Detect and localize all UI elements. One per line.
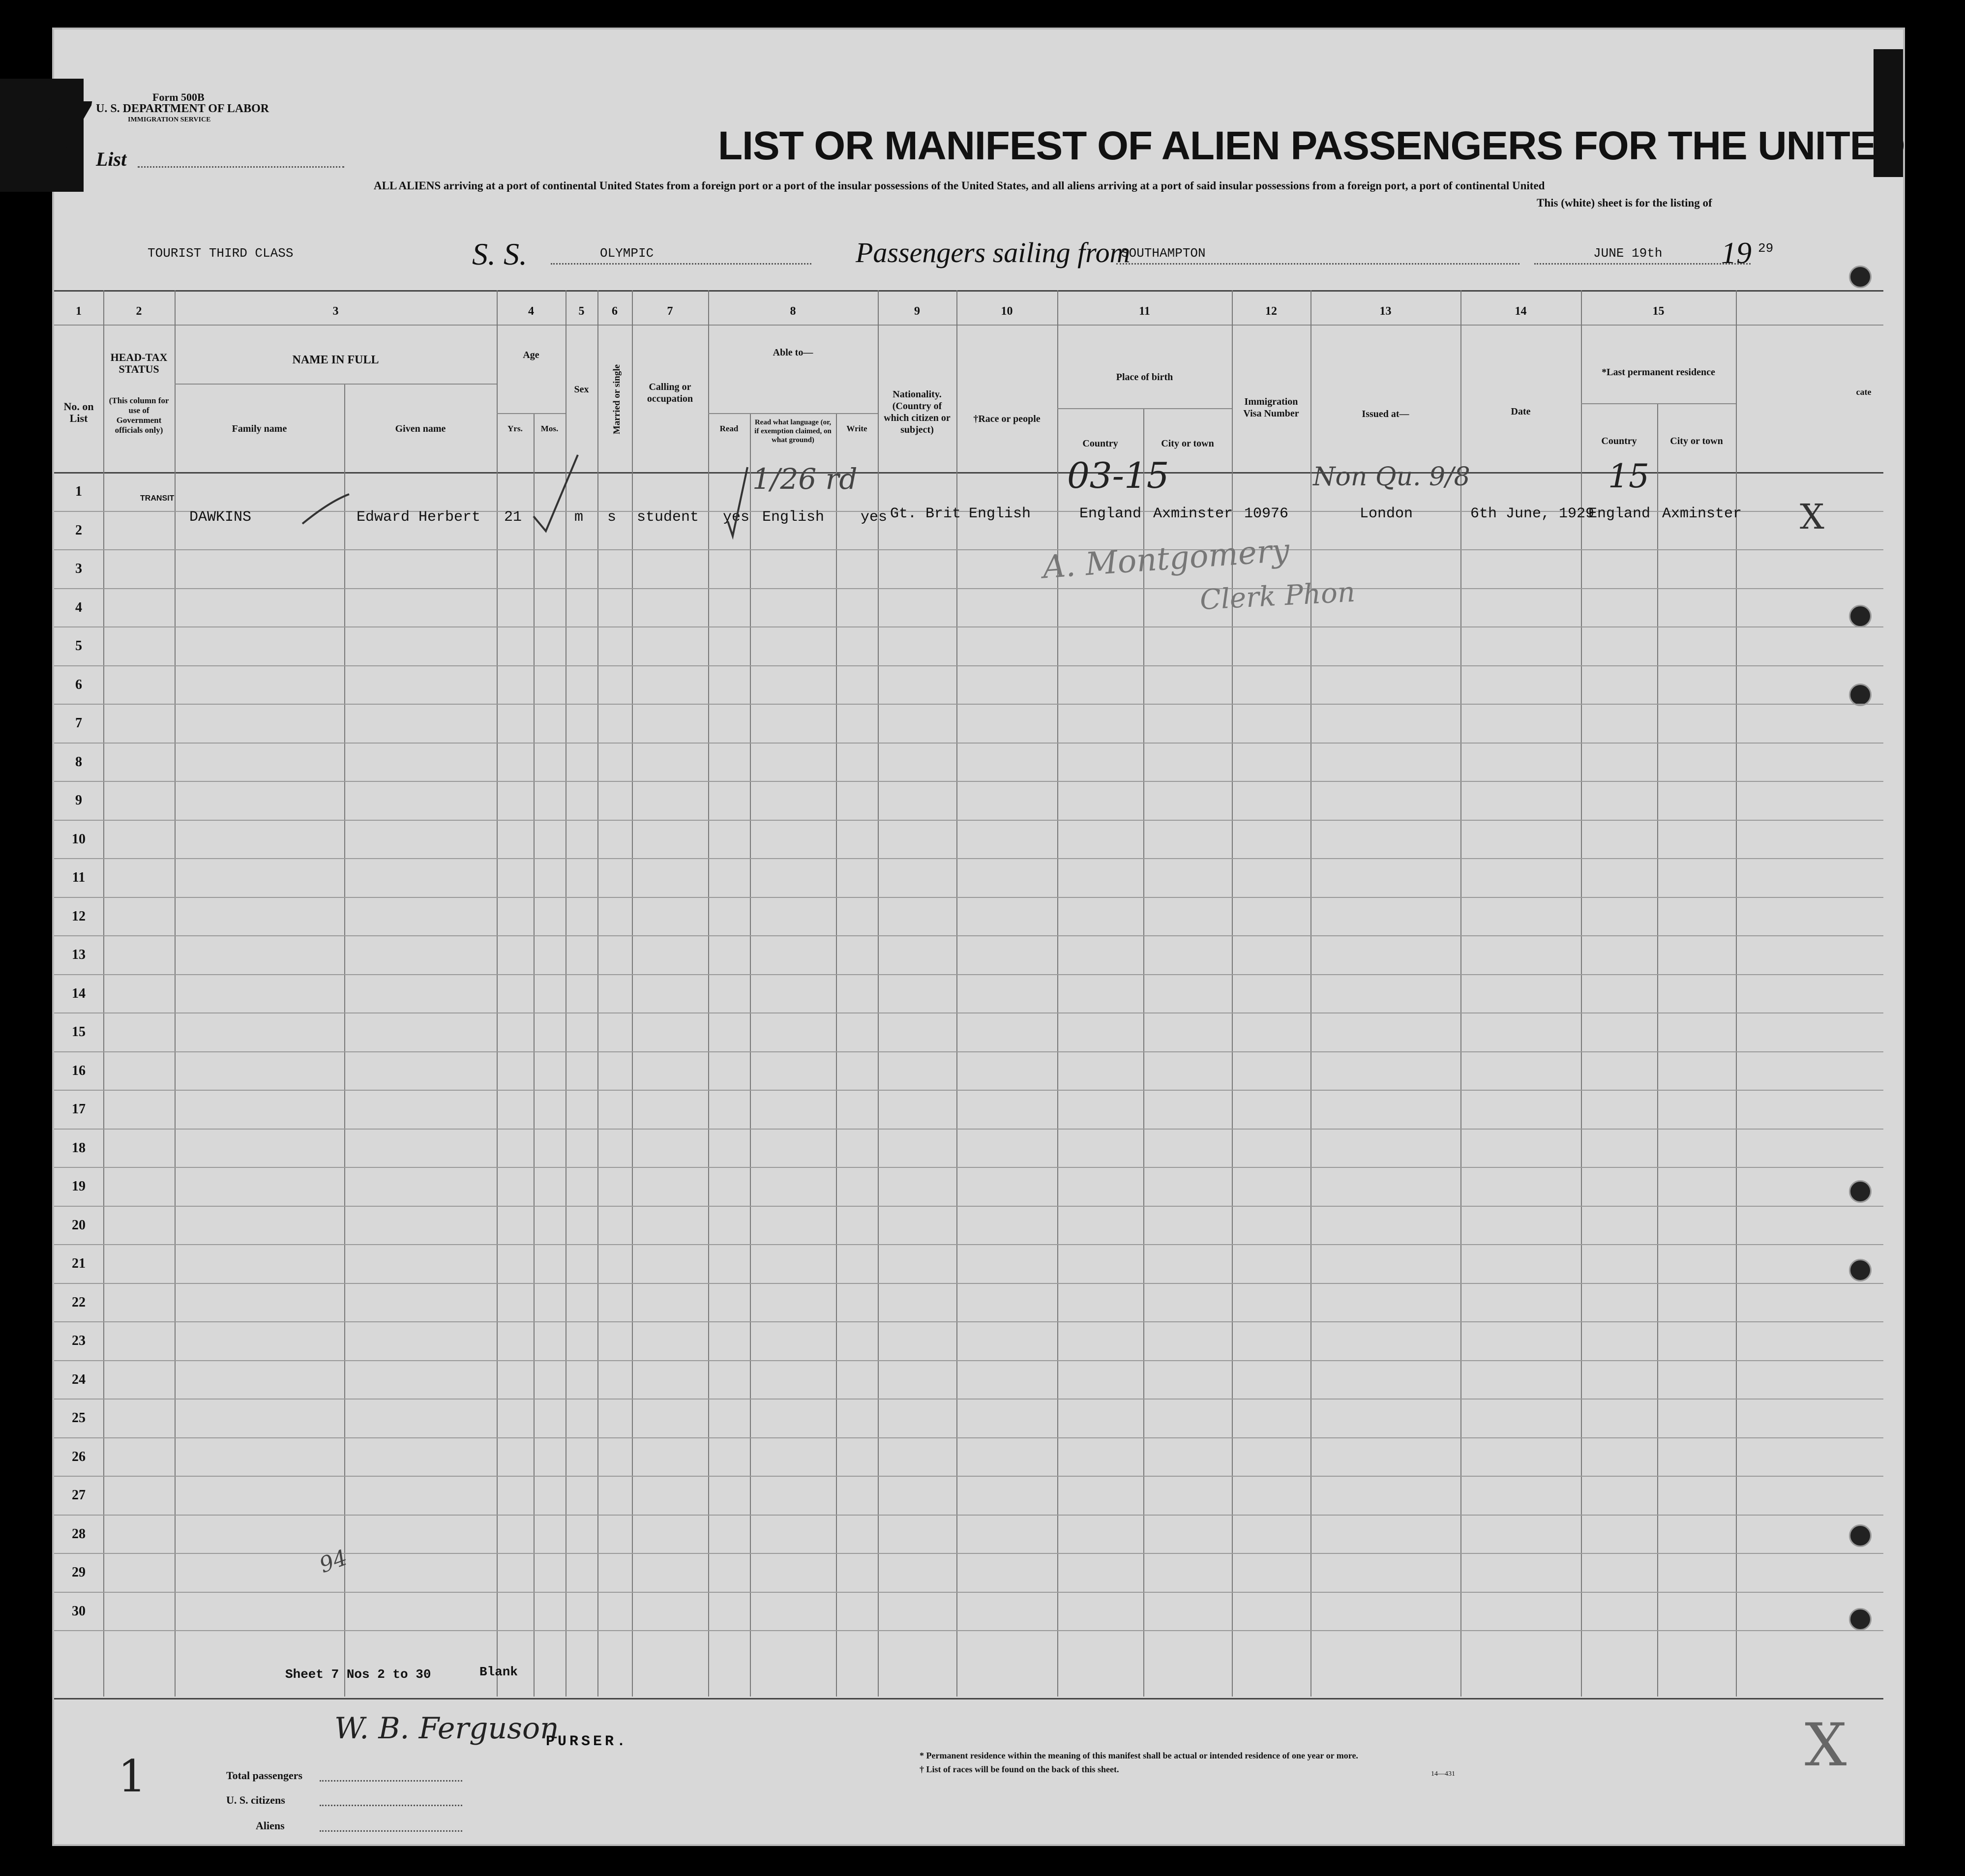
row-line — [54, 588, 1883, 589]
row-number: 13 — [72, 947, 86, 962]
col-number-11: 11 — [1139, 305, 1150, 318]
row-number: 6 — [75, 677, 82, 692]
header-visa-number: Immigration Visa Number — [1243, 396, 1299, 419]
row-line — [54, 1012, 1883, 1013]
row-number: 22 — [72, 1294, 86, 1310]
row-number: 4 — [75, 599, 82, 615]
row-number: 19 — [72, 1179, 86, 1194]
col-number-1: 1 — [76, 305, 82, 318]
row-number: 29 — [72, 1565, 86, 1580]
header-married: Married or single — [612, 364, 622, 435]
birth-annotation: 03-15 — [1067, 455, 1169, 496]
inspector-signature: A. Montgomery — [1042, 532, 1291, 586]
ss-label: S. S. — [472, 237, 527, 271]
header-issued-at: Issued at— — [1362, 409, 1409, 419]
col-number-9: 9 — [914, 305, 920, 318]
header-last-residence: *Last permanent residence — [1602, 367, 1715, 378]
col-number-12: 12 — [1265, 305, 1277, 318]
sailing-label: Passengers sailing from — [856, 237, 1131, 268]
col-number-4: 4 — [528, 305, 534, 318]
service: IMMIGRATION SERVICE — [128, 116, 211, 123]
row-line — [54, 626, 1883, 627]
row-line — [54, 1592, 1883, 1593]
row-number: 28 — [72, 1526, 86, 1542]
row-number: 20 — [72, 1217, 86, 1233]
row-line — [54, 665, 1883, 666]
row-number: 25 — [72, 1410, 86, 1426]
row-line — [54, 1399, 1883, 1400]
total-passengers-field — [320, 1780, 462, 1782]
form-number: Form 500B — [152, 91, 205, 103]
col-number-6: 6 — [612, 305, 618, 318]
row-number: 3 — [75, 561, 82, 576]
row-number: 9 — [75, 793, 82, 808]
header-res-city: City or town — [1670, 436, 1723, 447]
col-line — [836, 413, 837, 1697]
row-line — [54, 820, 1883, 821]
col-line — [750, 413, 751, 1697]
col-number-10: 10 — [1001, 305, 1013, 318]
x-mark-bottom: X — [1805, 1711, 1847, 1780]
print-code: 14—431 — [1431, 1770, 1455, 1778]
sex: m — [574, 509, 584, 526]
col-number-7: 7 — [667, 305, 673, 318]
race: English — [969, 506, 1031, 522]
header-nationality: Nationality. (Country of which citizen or subject) — [884, 389, 951, 435]
row-number: 5 — [75, 638, 82, 654]
row-line — [54, 1283, 1883, 1284]
row-number: 21 — [72, 1256, 86, 1271]
header-no-on-list: No. on List — [63, 400, 94, 424]
purser-signature: W. B. Ferguson — [334, 1711, 559, 1746]
col-line — [344, 384, 345, 1697]
family-name: DAWKINS — [189, 509, 252, 526]
header-name-in-full: NAME IN FULL — [292, 354, 379, 366]
row-line — [54, 743, 1883, 744]
row-line — [54, 897, 1883, 898]
row-number: 23 — [72, 1333, 86, 1348]
departure-port: SOUTHAMPTON — [1121, 246, 1206, 261]
sheet-tab-number: 7 — [34, 76, 89, 196]
row-line — [54, 1206, 1883, 1207]
row-line — [54, 1476, 1883, 1477]
residence-city: Axminster — [1662, 506, 1742, 522]
header-read: Read — [719, 424, 739, 433]
head-tax-status: TRANSIT — [140, 494, 175, 503]
row-number: 18 — [72, 1140, 86, 1156]
birth-city: Axminster — [1153, 506, 1233, 522]
row-line — [54, 1437, 1883, 1438]
row-line — [54, 858, 1883, 859]
occupation: student — [637, 509, 699, 526]
blank-note: Blank — [479, 1665, 518, 1679]
header-mos: Mos. — [540, 424, 559, 433]
row-number: 24 — [72, 1371, 86, 1387]
row-number: 30 — [72, 1603, 86, 1619]
col-number-14: 14 — [1515, 305, 1527, 318]
year-prefix: 19 — [1721, 237, 1752, 270]
col-number-8: 8 — [790, 305, 796, 318]
col-number-3: 3 — [332, 305, 339, 318]
row-line — [54, 1167, 1883, 1168]
row-line — [54, 1244, 1883, 1245]
instruction-line-2: This (white) sheet is for the listing of — [1537, 197, 1712, 209]
age-years: 21 — [504, 509, 522, 526]
header-place-of-birth: Place of birth — [1116, 372, 1173, 383]
footnote-races: † List of races will be found on the back of this sheet. — [920, 1764, 1119, 1774]
col-line — [1143, 408, 1144, 1697]
visa-issued-at: London — [1360, 506, 1413, 522]
row-number: 14 — [72, 985, 86, 1001]
residence-annotation: 15 — [1608, 457, 1649, 495]
can-read: yes — [723, 509, 750, 526]
aliens-label: Aliens — [256, 1819, 285, 1832]
row-number: 10 — [72, 831, 86, 847]
row-line — [54, 1321, 1883, 1322]
row-number: 16 — [72, 1063, 86, 1078]
header-date: Date — [1511, 406, 1531, 417]
header-head-tax-note: (This column for use of Government officials only) — [109, 396, 169, 435]
row-number: 1 — [75, 484, 82, 499]
us-citizens-field — [320, 1805, 462, 1806]
manifest-title: LIST OR MANIFEST OF ALIEN PASSENGERS FOR THE UNITED — [718, 123, 1905, 168]
row-number: 2 — [75, 522, 82, 538]
sailing-date: JUNE 19th — [1593, 246, 1663, 261]
footnote-residence: * Permanent residence within the meaning of this manifest shall be actual or intended residence of one year or more. — [920, 1751, 1358, 1760]
visa-annotation: Non Qu. 9/8 — [1313, 462, 1470, 492]
clerk-signature: Clerk Phon — [1199, 576, 1356, 617]
x-mark: X — [1800, 497, 1824, 537]
header-age: Age — [523, 350, 539, 360]
header-birth-city: City or town — [1161, 438, 1214, 449]
row-number: 8 — [75, 754, 82, 770]
col-line — [534, 413, 535, 1697]
col-number-5: 5 — [578, 305, 585, 318]
us-citizens-label: U. S. citizens — [226, 1794, 285, 1806]
row-line — [54, 704, 1883, 705]
visa-number: 10976 — [1244, 506, 1289, 522]
purser-label: PURSER. — [546, 1733, 629, 1750]
manifest-page — [34, 30, 1905, 1844]
header-res-country: Country — [1601, 436, 1637, 447]
header-write: Write — [846, 424, 867, 433]
row-line — [54, 1630, 1883, 1631]
header-given-name: Given name — [395, 423, 446, 434]
nationality: Gt. Brit — [890, 506, 961, 522]
list-label: List — [96, 148, 127, 170]
birth-country: England — [1079, 506, 1142, 522]
instruction-line-1: ALL ALIENS arriving at a port of continental United States from a foreign port or a port of the insular possessions of the United States, and all aliens arriving at a port of said insular possessions from a foreign port, a port of continental United — [374, 179, 1545, 192]
sheet-note: Sheet 7 Nos 2 to 30 — [285, 1667, 431, 1682]
row-28-annotation: 94 — [316, 1545, 351, 1578]
header-sex: Sex — [574, 384, 589, 395]
row-line — [54, 1090, 1883, 1091]
visa-date: 6th June, 1929 — [1470, 506, 1595, 522]
header-yrs: Yrs. — [507, 424, 523, 433]
header-birth-country: Country — [1082, 438, 1118, 449]
aliens-field — [320, 1830, 462, 1832]
read-language: English — [762, 509, 825, 526]
row-number: 11 — [72, 870, 86, 885]
col-number-13: 13 — [1379, 305, 1392, 318]
row-number: 26 — [72, 1449, 86, 1464]
total-passengers-label: Total passengers — [226, 1769, 303, 1782]
marital-status: s — [607, 509, 617, 526]
header-calling: Calling or occupation — [647, 382, 693, 404]
row-line — [54, 1515, 1883, 1516]
header-head-tax: HEAD-TAX STATUS — [110, 351, 168, 375]
row-number: 15 — [72, 1024, 86, 1040]
header-family-name: Family name — [232, 423, 287, 434]
department: U. S. DEPARTMENT OF LABOR — [96, 102, 269, 115]
row-line — [54, 1051, 1883, 1052]
given-name: Edward Herbert — [357, 509, 481, 526]
row-line — [54, 1129, 1883, 1130]
class-label: TOURIST THIRD CLASS — [148, 246, 294, 261]
year-suffix: 29 — [1758, 241, 1774, 256]
header-race: †Race or people — [973, 414, 1041, 424]
header-able-to: Able to— — [773, 347, 813, 358]
can-write: yes — [861, 509, 888, 526]
col-line — [1657, 403, 1658, 1697]
read-language-annotation: 1/26 rd — [752, 462, 858, 496]
row-number: 7 — [75, 715, 82, 731]
col-number-15: 15 — [1652, 305, 1665, 318]
row-line — [54, 974, 1883, 975]
check-marks — [54, 30, 1903, 570]
header-cut-off: cate — [1856, 387, 1872, 397]
row-number: 27 — [72, 1488, 86, 1503]
corner-mark: 1 — [118, 1751, 147, 1802]
row-line — [54, 1360, 1883, 1361]
residence-country: England — [1588, 506, 1651, 522]
row-number: 17 — [72, 1102, 86, 1117]
row-line — [54, 781, 1883, 782]
row-line — [54, 935, 1883, 936]
ship-name: OLYMPIC — [600, 246, 654, 261]
row-number: 12 — [72, 908, 86, 924]
col-number-2: 2 — [136, 305, 142, 318]
header-read-what: Read what language (or, if exemption claimed, on what ground) — [754, 418, 832, 444]
